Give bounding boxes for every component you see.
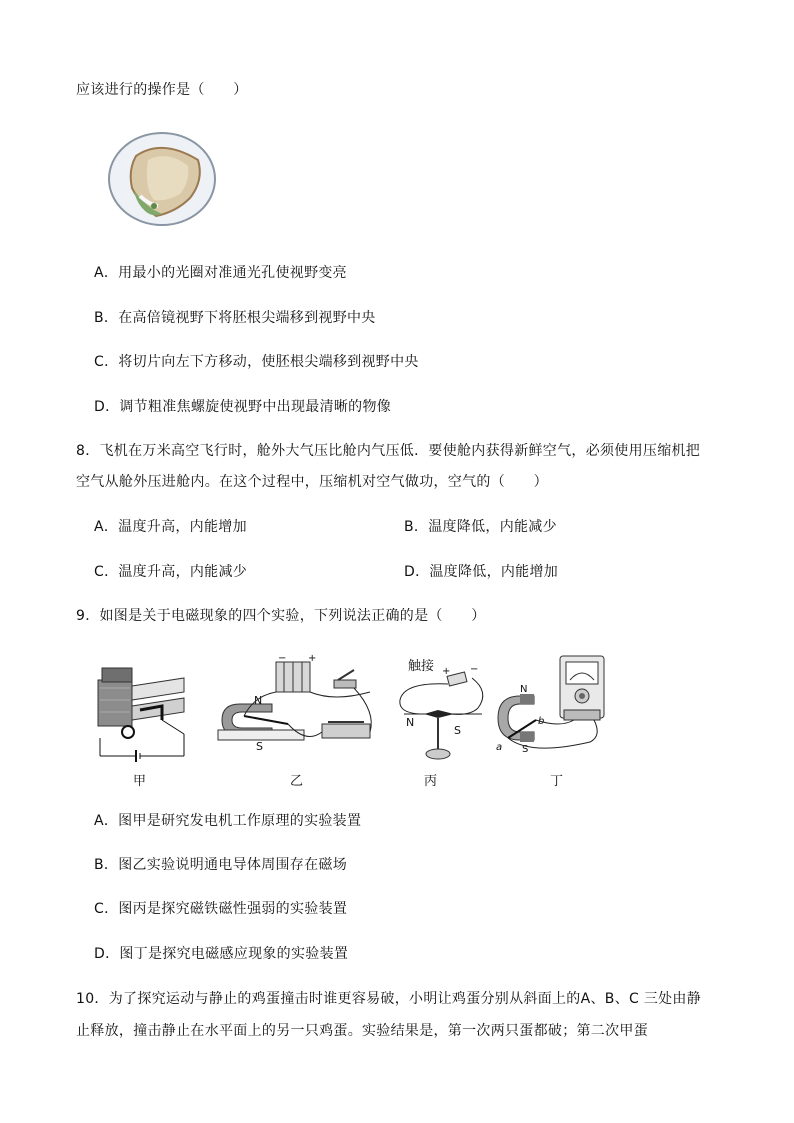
cell-minus-label: −	[470, 664, 479, 675]
needle-n-label: N	[406, 716, 415, 729]
q9-option-c: C．图丙是探究磁铁磁性强弱的实验装置	[94, 901, 348, 917]
magnet-s-label-ding: S	[522, 744, 529, 755]
magnet-n-label: N	[254, 694, 263, 707]
wire-end-b-label: b	[538, 716, 545, 727]
q8-option-c: C．温度升高，内能减少	[94, 564, 248, 580]
q9-option-a: A．图甲是研究发电机工作原理的实验装置	[94, 813, 362, 829]
battery-minus-label: −	[278, 653, 287, 664]
figure-bing-diagram	[394, 652, 494, 764]
needle-s-label: S	[454, 724, 461, 737]
magnet-n-label-ding: N	[520, 684, 528, 695]
figure-yi-caption: 乙	[290, 774, 304, 789]
q8-option-b: B．温度降低，内能减少	[404, 519, 557, 535]
figure-yi-diagram	[214, 652, 378, 764]
q8-stem-line1: 8．飞机在万米高空飞行时，舱外大气压比舱内气压低．要使舱内获得新鲜空气，必须使用压缩机把	[76, 443, 701, 459]
q7-option-d: D．调节粗准焦螺旋使视野中出现最清晰的物像	[94, 399, 392, 415]
q8-option-a: A．温度升高，内能增加	[94, 519, 247, 535]
q8-stem-line2: 空气从舱外压进舱内。在这个过程中，压缩机对空气做功，空气的（ ）	[76, 474, 548, 490]
figure-jia-caption: 甲	[133, 774, 147, 789]
touch-label: 触接	[408, 659, 435, 674]
wire-end-a-label: a	[496, 742, 503, 753]
q7-option-b: B．在高倍镜视野下将胚根尖端移到视野中央	[94, 310, 376, 326]
q9-stem: 9．如图是关于电磁现象的四个实验，下列说法正确的是（ ）	[76, 608, 486, 624]
q9-option-b: B．图乙实验说明通电导体周围存在磁场	[94, 857, 348, 873]
q10-stem-line2: 止释放，撞击静止在水平面上的另一只鸡蛋。实验结果是，第一次两只蛋都破；第二次甲蛋	[76, 1023, 648, 1039]
q8-option-d: D．温度降低，内能增加	[404, 564, 559, 580]
q10-stem-line1: 10．为了探究运动与静止的鸡蛋撞击时谁更容易破，小明让鸡蛋分别从斜面上的A、B、C 三处由静	[76, 991, 702, 1007]
battery-plus-label: +	[308, 653, 317, 664]
figure-ding-caption: 丁	[550, 774, 564, 789]
q7-stem: 应该进行的操作是（ ）	[76, 82, 248, 98]
cell-plus-label: +	[442, 666, 451, 677]
figure-bing-caption: 丙	[424, 774, 438, 789]
q7-option-c: C．将切片向左下方移动，使胚根尖端移到视野中央	[94, 354, 419, 370]
figure-ding-diagram	[490, 652, 614, 764]
q7-option-a: A．用最小的光圈对准通光孔使视野变亮	[94, 265, 347, 281]
figure-jia-diagram	[92, 660, 192, 764]
magnet-s-label: S	[256, 740, 263, 753]
q9-option-d: D．图丁是探究电磁感应现象的实验装置	[94, 946, 349, 962]
micrograph-image	[106, 130, 218, 228]
